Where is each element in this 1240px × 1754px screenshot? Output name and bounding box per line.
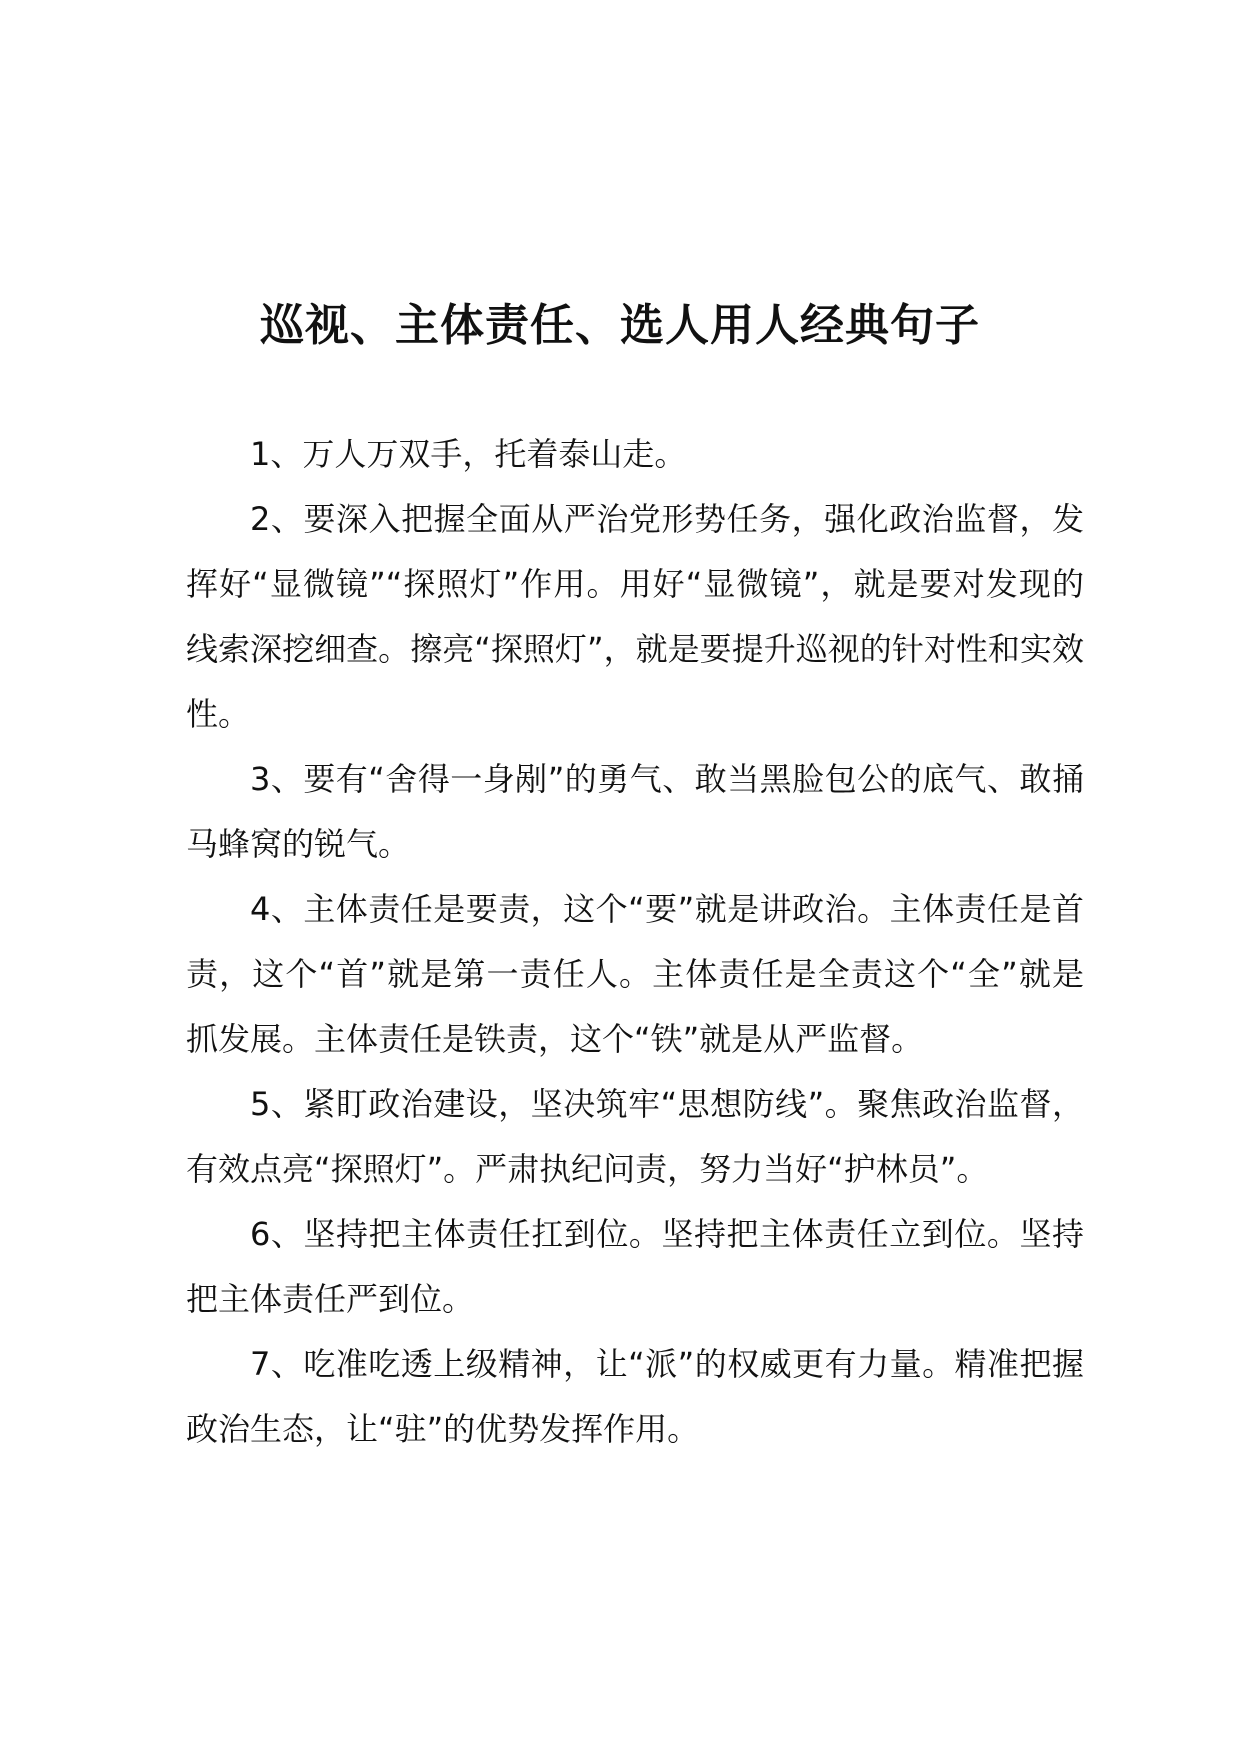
paragraph-3: 3、要有“舍得一身剐”的勇气、敢当黑脸包公的底气、敢捅马蜂窝的锐气。: [186, 760, 1084, 863]
paragraph-6: 6、坚持把主体责任扛到位。坚持把主体责任立到位。坚持把主体责任严到位。: [186, 1215, 1084, 1318]
document-title: 巡视、主体责任、选人用人经典句子: [260, 300, 980, 351]
paragraph-2: 2、要深入把握全面从严治党形势任务，强化政治监督，发挥好“显微镜”“探照灯”作用。用好“显微镜”，就是要对发现的线索深挖细查。擦亮“探照灯”，就是要提升巡视的针对性和实效性。: [186, 500, 1084, 733]
paragraph-4: 4、主体责任是要责，这个“要”就是讲政治。主体责任是首责，这个“首”就是第一责任人。主体责任是全责这个“全”就是抓发展。主体责任是铁责，这个“铁”就是从严监督。: [186, 890, 1084, 1058]
paragraph-7: 7、吃准吃透上级精神，让“派”的权威更有力量。精准把握政治生态，让“驻”的优势发挥作用。: [186, 1345, 1084, 1448]
document-body: [186, 422, 1084, 1462]
paragraph-5: 5、紧盯政治建设，坚决筑牢“思想防线”。聚焦政治监督，有效点亮“探照灯”。严肃执纪问责，努力当好“护林员”。: [186, 1085, 1084, 1188]
paragraph-1: 1、万人万双手，托着泰山走。: [250, 435, 687, 473]
